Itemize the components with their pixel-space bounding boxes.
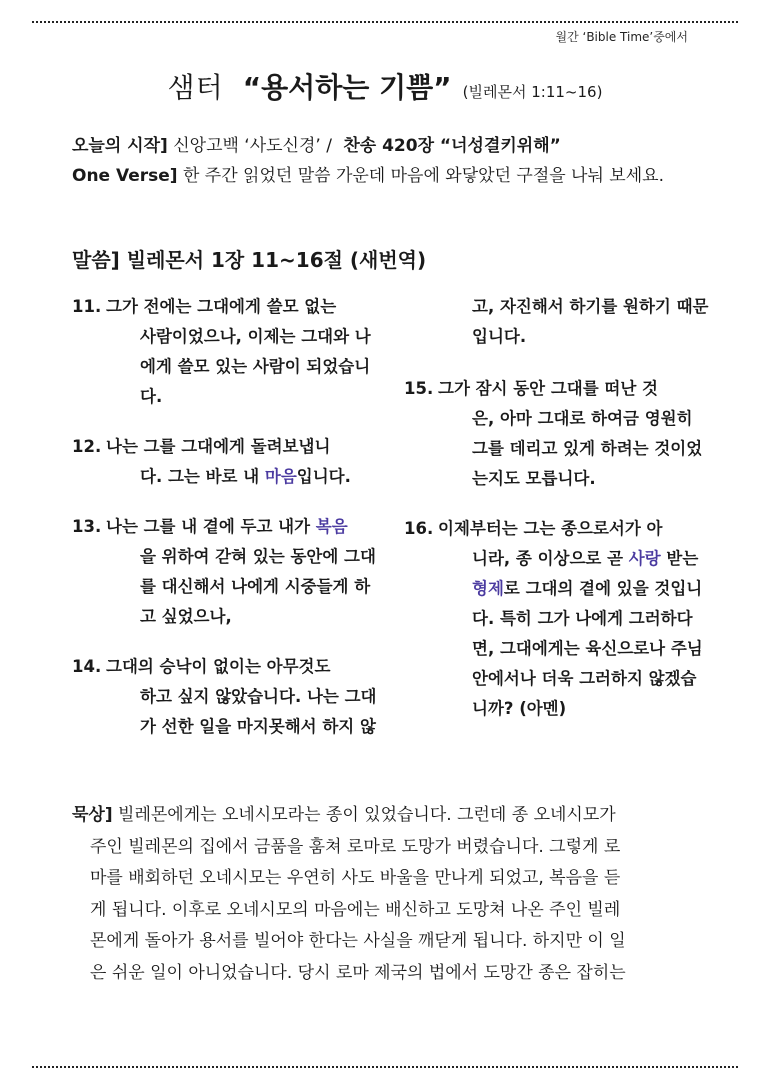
verse-13 bbox=[72, 512, 382, 632]
meditation-line: 마를 배회하던 오네시모는 우연히 사도 바울을 만나게 되었고, 복음을 듣 bbox=[90, 868, 621, 888]
scripture-column-right bbox=[404, 292, 714, 744]
verse-text: 로 그대의 곁에 있을 것입니 bbox=[503, 579, 703, 598]
verse-number: 11. bbox=[72, 297, 102, 316]
verse-number: 15. bbox=[404, 379, 434, 398]
verse-text: 입니다. bbox=[296, 467, 351, 486]
meditation-block bbox=[72, 800, 712, 989]
verse-line: 그가 잠시 동안 그대를 떠난 것 bbox=[438, 379, 658, 398]
hymn-label: 찬송 420장 “너성결키위해” bbox=[343, 136, 561, 156]
scripture-column-left bbox=[72, 292, 382, 762]
one-verse-text: 한 주간 읽었던 말씀 가운데 마음에 와닿았던 구절을 나눠 보세요. bbox=[182, 166, 664, 186]
verse-line: 안에서나 더욱 그러하지 않겠습 bbox=[472, 669, 697, 688]
verse-12 bbox=[72, 432, 382, 492]
meditation-line: 은 쉬운 일이 아니었습니다. 당시 로마 제국의 법에서 도망간 종은 잡히는 bbox=[90, 962, 626, 983]
verse-line: 고 싶었으나, bbox=[140, 607, 232, 626]
verse-line bbox=[438, 544, 714, 574]
verse-line: 입니다. bbox=[472, 327, 527, 346]
verse-line: 에게 쓸모 있는 사람이 되었습니 bbox=[140, 357, 371, 376]
meditation-line: 몬에게 돌아가 용서를 빌어야 한다는 사실을 깨닫게 됩니다. 하지만 이 일 bbox=[90, 931, 626, 951]
intro-block bbox=[72, 131, 664, 191]
intro-start-line bbox=[72, 131, 664, 161]
verse-text: 다. 그는 바로 내 bbox=[140, 467, 265, 486]
verse-16 bbox=[404, 514, 714, 724]
verse-14-continued bbox=[404, 292, 714, 352]
verse-line: 를 대신해서 나에게 시중들게 하 bbox=[140, 577, 371, 596]
verse-line: 니까? (아멘) bbox=[472, 699, 567, 718]
top-dotted-rule bbox=[32, 21, 738, 23]
verse-line: 그를 데리고 있게 하려는 것이었 bbox=[472, 439, 703, 458]
verse-14 bbox=[72, 652, 382, 742]
verse-line: 이제부터는 그는 종으로서가 아 bbox=[438, 519, 663, 538]
verse-line: 고, 자진해서 하기를 원하기 때문 bbox=[472, 297, 709, 316]
intro-verse-line bbox=[72, 161, 664, 191]
bottom-dotted-rule bbox=[32, 1066, 738, 1068]
title-reference: (빌레몬서 1:11~16) bbox=[462, 83, 603, 101]
verse-11 bbox=[72, 292, 382, 412]
meditation-line: 게 됩니다. 이후로 오네시모의 마음에는 배신하고 도망쳐 나온 주인 빌레 bbox=[90, 899, 621, 920]
verse-number: 14. bbox=[72, 657, 102, 676]
meditation-line bbox=[72, 800, 712, 832]
verse-line bbox=[106, 462, 382, 492]
highlight-word: 복음 bbox=[315, 517, 348, 536]
meditation-text: 빌레몬에게는 오네시모라는 종이 있었습니다. 그런데 종 오네시모가 bbox=[118, 805, 616, 825]
verse-line: 사람이었으나, 이제는 그대와 나 bbox=[140, 327, 371, 346]
verse-15 bbox=[404, 374, 714, 494]
verse-text: 받는 bbox=[660, 549, 699, 568]
verse-number: 16. bbox=[404, 519, 434, 538]
verse-line bbox=[438, 574, 714, 604]
verse-line: 그가 전에는 그대에게 쓸모 없는 bbox=[106, 297, 337, 316]
verse-number: 13. bbox=[72, 517, 102, 536]
verse-line: 하고 싶지 않았습니다. 나는 그대 bbox=[140, 687, 377, 706]
verse-line: 면, 그대에게는 육신으로나 주님 bbox=[472, 639, 703, 658]
one-verse-label: One Verse] bbox=[72, 166, 178, 186]
verse-line: 가 선한 일을 마지못해서 하지 않 bbox=[140, 717, 376, 736]
scripture-heading: 말씀] 빌레몬서 1장 11~16절 (새번역) bbox=[72, 248, 427, 272]
title-main: 샘터 bbox=[167, 71, 224, 104]
start-text: 신앙고백 ‘사도신경’ / bbox=[173, 136, 332, 156]
highlight-word: 마음 bbox=[264, 467, 297, 486]
start-label: 오늘의 시작] bbox=[72, 136, 168, 156]
meditation-label: 묵상] bbox=[72, 805, 113, 825]
verse-line: 그대의 승낙이 없이는 아무것도 bbox=[106, 657, 331, 676]
verse-line: 다. bbox=[140, 387, 163, 406]
verse-line: 나는 그를 그대에게 돌려보냅니 bbox=[106, 437, 331, 456]
verse-number: 12. bbox=[72, 437, 102, 456]
verse-text: 나는 그를 내 곁에 두고 내가 bbox=[106, 517, 316, 536]
verse-line: 는지도 모릅니다. bbox=[472, 469, 596, 488]
verse-line: 다. 특히 그가 나에게 그러하다 bbox=[472, 609, 693, 628]
verse-text: 니라, 종 이상으로 곧 bbox=[472, 549, 629, 568]
verse-line: 은, 아마 그대로 하여금 영원히 bbox=[472, 409, 693, 428]
title-subtitle: “용서하는 기쁨” bbox=[242, 71, 452, 104]
highlight-word: 형제 bbox=[472, 579, 504, 598]
verse-line: 을 위하여 갇혀 있는 동안에 그대 bbox=[140, 547, 376, 566]
source-note: 월간 ‘Bible Time’중에서 bbox=[555, 30, 688, 44]
highlight-word: 사랑 bbox=[628, 549, 661, 568]
page-title bbox=[0, 66, 770, 106]
meditation-line: 주인 빌레몬의 집에서 금품을 훔쳐 로마로 도망가 버렸습니다. 그렇게 로 bbox=[90, 836, 621, 857]
